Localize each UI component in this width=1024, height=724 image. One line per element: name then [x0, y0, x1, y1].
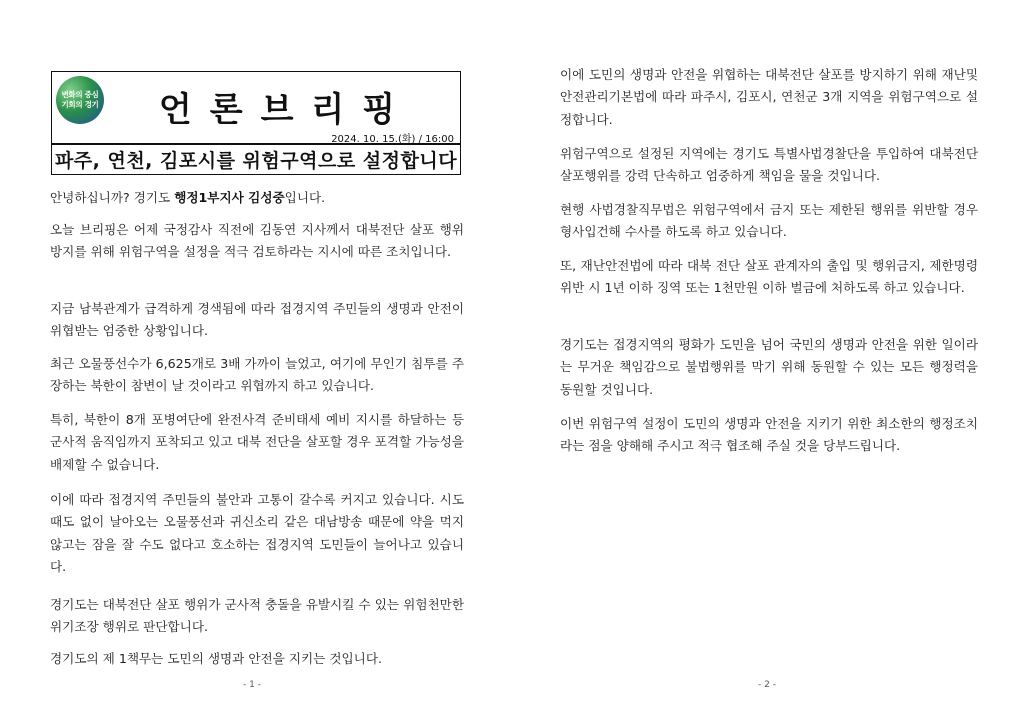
page-number: - 1 -: [243, 680, 261, 690]
paragraph: 최근 오물풍선수가 6,625개로 3배 가까이 늘었고, 여기에 무인기 침투를 주장하는 북한이 참변이 날 것이라고 위협까지 하고 있습니다.: [50, 356, 464, 394]
paragraph: 특히, 북한이 8개 포병여단에 완전사격 준비태세 예비 지시를 하달하는 등 군사적 움직임까지 포착되고 있고 대북 전단을 살포할 경우 포격할 가능성을 배제할 수 없습니다.: [50, 412, 464, 472]
logo-line-1: 변화의 중심: [61, 90, 99, 99]
paragraph: 경기도의 제 1책무는 도민의 생명과 안전을 지키는 것입니다.: [50, 651, 383, 666]
paragraph: 현행 사법경찰직무법은 위험구역에서 금지 또는 제한된 행위를 위반할 경우 형사입건해 수사를 하도록 하고 있습니다.: [560, 202, 978, 240]
greeting-suffix: 입니다.: [284, 190, 326, 205]
paragraph: 또, 재난안전법에 따라 대북 전단 살포 관계자의 출입 및 행위금지, 제한명령 위반 시 1년 이하 징역 또는 1천만원 이하 벌금에 처하도록 하고 있습니다.: [560, 258, 978, 296]
page-title: 언론브리핑: [158, 90, 414, 130]
briefing-subtitle: 파주, 연천, 김포시를 위험구역으로 설정합니다: [54, 150, 458, 172]
logo-line-2: 기회의 경기: [61, 100, 99, 109]
paragraph: 이번 위험구역 설정이 도민의 생명과 안전을 지키기 위한 최소한의 행정조치라는 점을 양해해 주시고 적극 협조해 주실 것을 당부드립니다.: [560, 416, 978, 454]
greeting-paragraph: [50, 187, 464, 209]
paragraph: 위험구역으로 설정된 지역에는 경기도 특별사법경찰단을 투입하여 대북전단 살포행위를 강력 단속하고 엄중하게 책임을 물을 것입니다.: [560, 146, 978, 184]
paragraph: 경기도는 접경지역의 평화가 도민을 넘어 국민의 생명과 안전을 위한 일이라는 무거운 책임감으로 불법행위를 막기 위해 동원할 수 있는 모든 행정력을 동원할 것입니다.: [560, 337, 978, 397]
paragraph: 이에 따라 접경지역 주민들의 불안과 고통이 갈수록 커지고 있습니다. 시도 때도 없이 날아오는 오물풍선과 귀신소리 같은 대남방송 때문에 약을 먹지 않고는 잠을 잘 수도 없다고 호소하는 접경지역 도민들이 늘어나고 있습니다.: [50, 492, 464, 575]
greeting-prefix: 안녕하십니까? 경기도: [50, 190, 175, 205]
page-number: - 2 -: [758, 680, 776, 690]
paragraph: 오늘 브리핑은 어제 국정감사 직전에 김동연 지사께서 대북전단 살포 행위 방지를 위해 위험구역을 설정을 적극 검토하라는 지시에 따른 조치입니다.: [50, 222, 464, 260]
paragraph: 경기도는 대북전단 살포 행위가 군사적 충돌을 유발시킬 수 있는 위험천만한 위기조장 행위로 판단합니다.: [50, 597, 464, 635]
header-top: [52, 72, 460, 128]
header-divider: [52, 143, 460, 145]
briefing-date: 2024. 10. 15.(화) / 16:00: [331, 134, 454, 145]
paragraph: 지금 남북관계가 급격하게 경색됨에 따라 접경지역 주민들의 생명과 안전이 위협받는 엄중한 상황입니다.: [50, 301, 464, 339]
paragraph: 이에 도민의 생명과 안전을 위협하는 대북전단 살포를 방지하기 위해 재난및안전관리기본법에 따라 파주시, 김포시, 연천군 3개 지역을 위험구역으로 설정합니다.: [560, 67, 978, 127]
briefing-header: [51, 71, 461, 175]
speaker-title: 행정1부지사 김성중: [174, 190, 285, 205]
gyeonggi-logo: [56, 76, 104, 124]
